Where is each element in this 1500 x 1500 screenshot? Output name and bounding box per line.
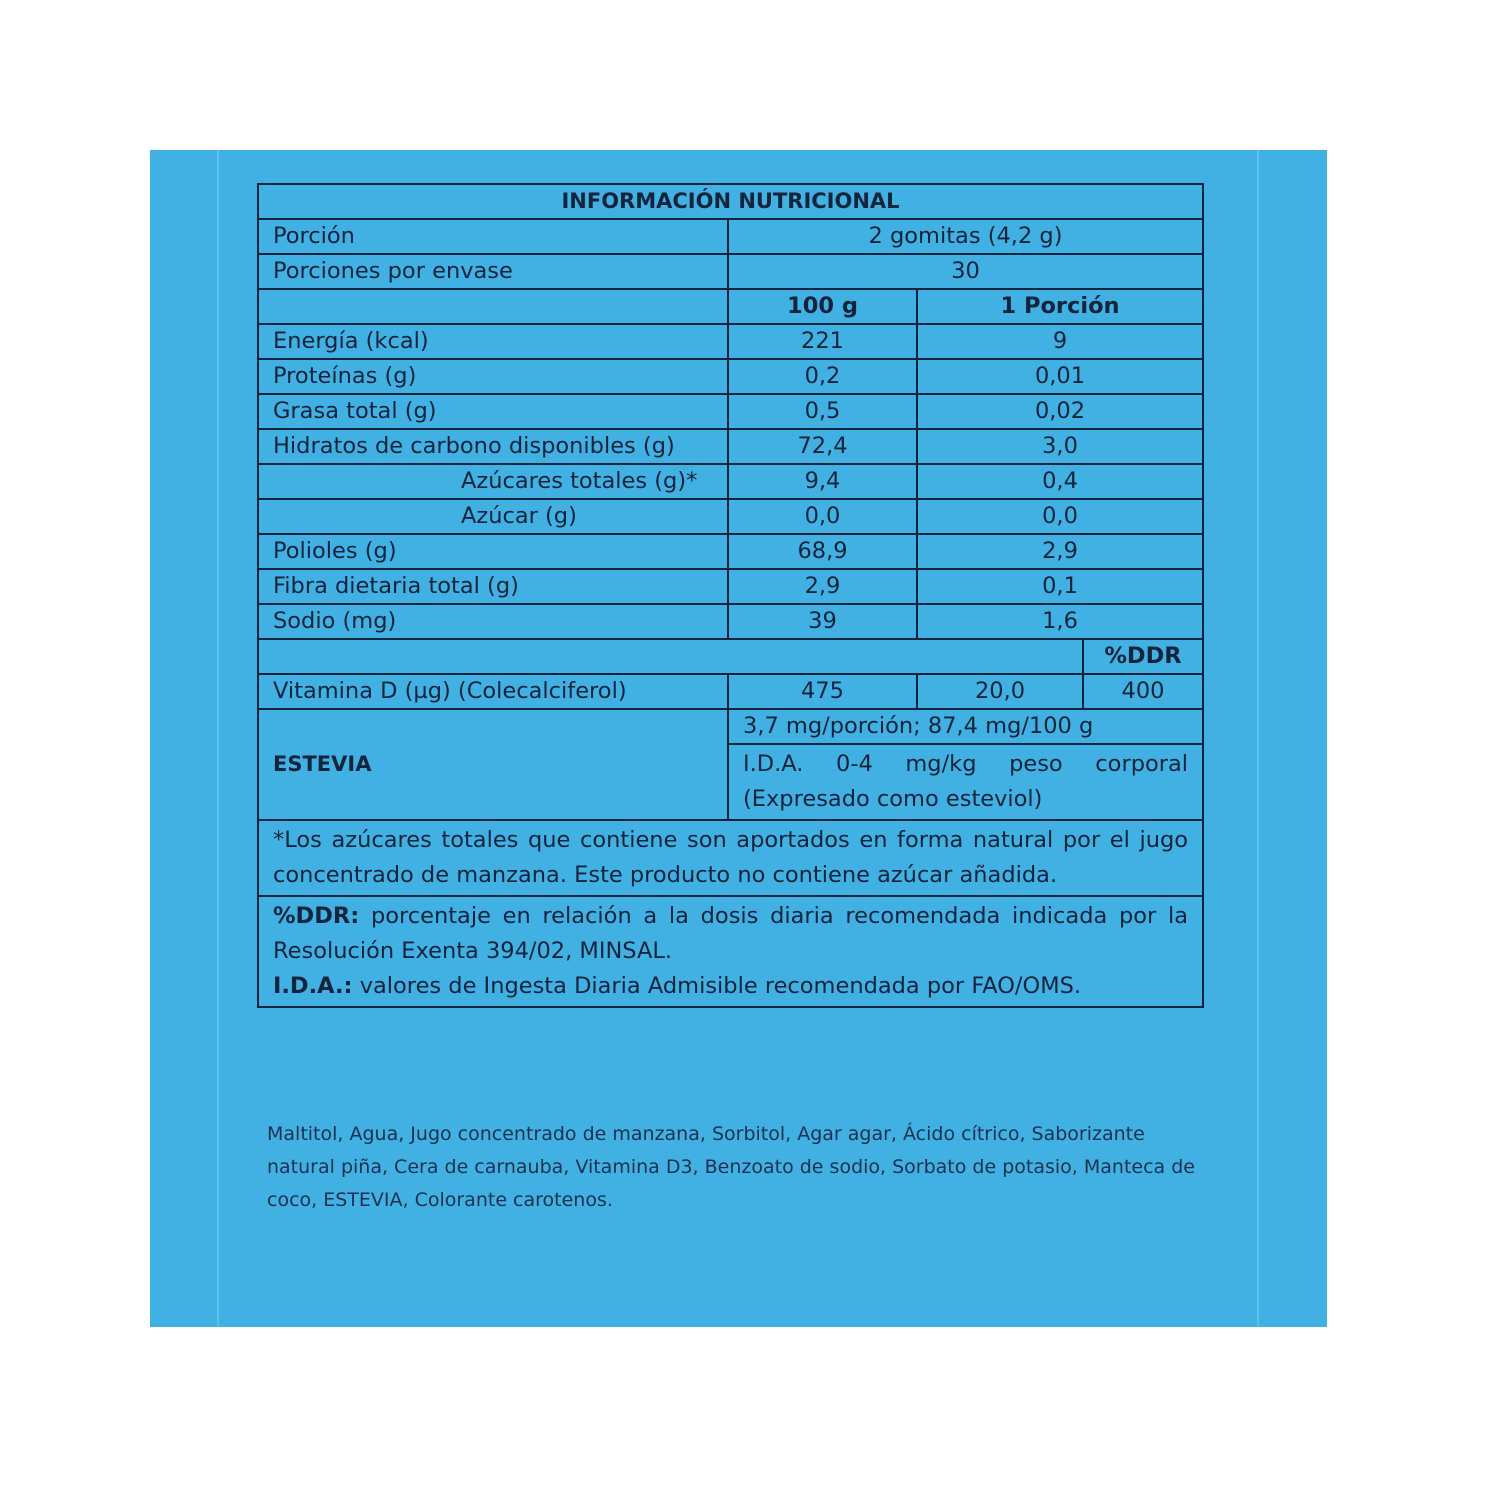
fold-line-right — [1257, 150, 1259, 1327]
col-header-portion: 1 Porción — [917, 289, 1203, 324]
nutrient-name: Azúcares totales (g)* — [258, 464, 728, 499]
servings-per-container-row — [258, 254, 1203, 289]
estevia-ida-cell — [728, 744, 1203, 820]
col-header-100g: 100 g — [728, 289, 917, 324]
nutrient-name: Sodio (mg) — [258, 604, 728, 639]
nutrient-row — [258, 429, 1203, 464]
ida-note-text: valores de Ingesta Diaria Admisible recomendada por FAO/OMS. — [359, 973, 1082, 999]
vitamin-per100: 475 — [728, 674, 917, 709]
nutrient-portion: 2,9 — [917, 534, 1203, 569]
column-header-row — [258, 289, 1203, 324]
nutrient-portion: 0,4 — [917, 464, 1203, 499]
ddr-header-row — [258, 639, 1203, 674]
nutrient-per100: 0,2 — [728, 359, 917, 394]
notes-row — [258, 896, 1203, 1007]
nutrient-row — [258, 604, 1203, 639]
ida-note-label: I.D.A.: — [273, 973, 353, 999]
nutrient-name: Polioles (g) — [258, 534, 728, 569]
servings-per-container-label: Porciones por envase — [258, 254, 728, 289]
vitamin-name: Vitamina D (µg) (Colecalciferol) — [258, 674, 728, 709]
nutrient-portion: 0,0 — [917, 499, 1203, 534]
servings-per-container-value: 30 — [728, 254, 1203, 289]
nutrient-portion: 0,1 — [917, 569, 1203, 604]
col-header-ddr: %DDR — [1083, 639, 1203, 674]
nutrient-name: Azúcar (g) — [258, 499, 728, 534]
nutrient-portion: 3,0 — [917, 429, 1203, 464]
nutrient-portion: 1,6 — [917, 604, 1203, 639]
nutrient-portion: 0,02 — [917, 394, 1203, 429]
nutrient-per100: 39 — [728, 604, 917, 639]
nutrient-per100: 0,0 — [728, 499, 917, 534]
estevia-amount: 3,7 mg/porción; 87,4 mg/100 g — [728, 709, 1203, 744]
nutrient-per100: 68,9 — [728, 534, 917, 569]
nutrient-name: Grasa total (g) — [258, 394, 728, 429]
nutrient-portion: 9 — [917, 324, 1203, 359]
ida-note — [273, 969, 1188, 1004]
vitamin-ddr: 400 — [1083, 674, 1203, 709]
nutrient-row — [258, 394, 1203, 429]
title-row — [258, 184, 1203, 219]
estevia-ida-line1: I.D.A. 0-4 mg/kg peso corporal — [743, 751, 1189, 777]
ddr-note — [273, 899, 1188, 969]
nutrient-name: Proteínas (g) — [258, 359, 728, 394]
nutrient-name: Fibra dietaria total (g) — [258, 569, 728, 604]
vitamin-portion: 20,0 — [917, 674, 1083, 709]
nutrient-per100: 221 — [728, 324, 917, 359]
serving-label: Porción — [258, 219, 728, 254]
ddr-note-text: porcentaje en relación a la dosis diaria recomendada indicada por la Resolución Exenta 394/02, MINSAL. — [273, 903, 1189, 964]
ddr-note-label: %DDR: — [273, 903, 360, 929]
nutrient-per100: 9,4 — [728, 464, 917, 499]
notes-cell — [258, 896, 1203, 1007]
nutrient-row — [258, 534, 1203, 569]
nutrient-row — [258, 464, 1203, 499]
estevia-ida-line2: (Expresado como esteviol) — [743, 786, 1043, 812]
nutrition-table — [257, 183, 1204, 1008]
ingredients-list: Maltitol, Agua, Jugo concentrado de manzana, Sorbitol, Agar agar, Ácido cítrico, Saborizante natural piña, Cera de carnauba, Vitamina D3, Benzoato de sodio, Sorbato de potasio, Manteca de coco, ESTEVIA, Colorante carotenos. — [267, 1123, 1195, 1211]
estevia-row-1 — [258, 709, 1203, 744]
nutrient-per100: 72,4 — [728, 429, 917, 464]
nutrient-per100: 2,9 — [728, 569, 917, 604]
footnote-sugar-row — [258, 820, 1203, 896]
nutrient-name: Hidratos de carbono disponibles (g) — [258, 429, 728, 464]
empty-ddr-header-cell — [258, 639, 1083, 674]
nutrient-portion: 0,01 — [917, 359, 1203, 394]
nutrient-per100: 0,5 — [728, 394, 917, 429]
empty-header-cell — [258, 289, 728, 324]
table-title: INFORMACIÓN NUTRICIONAL — [258, 184, 1203, 219]
serving-row — [258, 219, 1203, 254]
nutrient-row — [258, 569, 1203, 604]
nutrient-row — [258, 324, 1203, 359]
nutrient-row — [258, 359, 1203, 394]
footnote-sugar: *Los azúcares totales que contiene son aportados en forma natural por el jugo concentrado de manzana. Este producto no contiene azúcar añadida. — [258, 820, 1203, 896]
nutrient-name: Energía (kcal) — [258, 324, 728, 359]
fold-line-left — [217, 150, 219, 1327]
vitamin-row — [258, 674, 1203, 709]
estevia-label: ESTEVIA — [258, 709, 728, 820]
nutrient-row — [258, 499, 1203, 534]
serving-value: 2 gomitas (4,2 g) — [728, 219, 1203, 254]
package-panel — [150, 150, 1327, 1327]
